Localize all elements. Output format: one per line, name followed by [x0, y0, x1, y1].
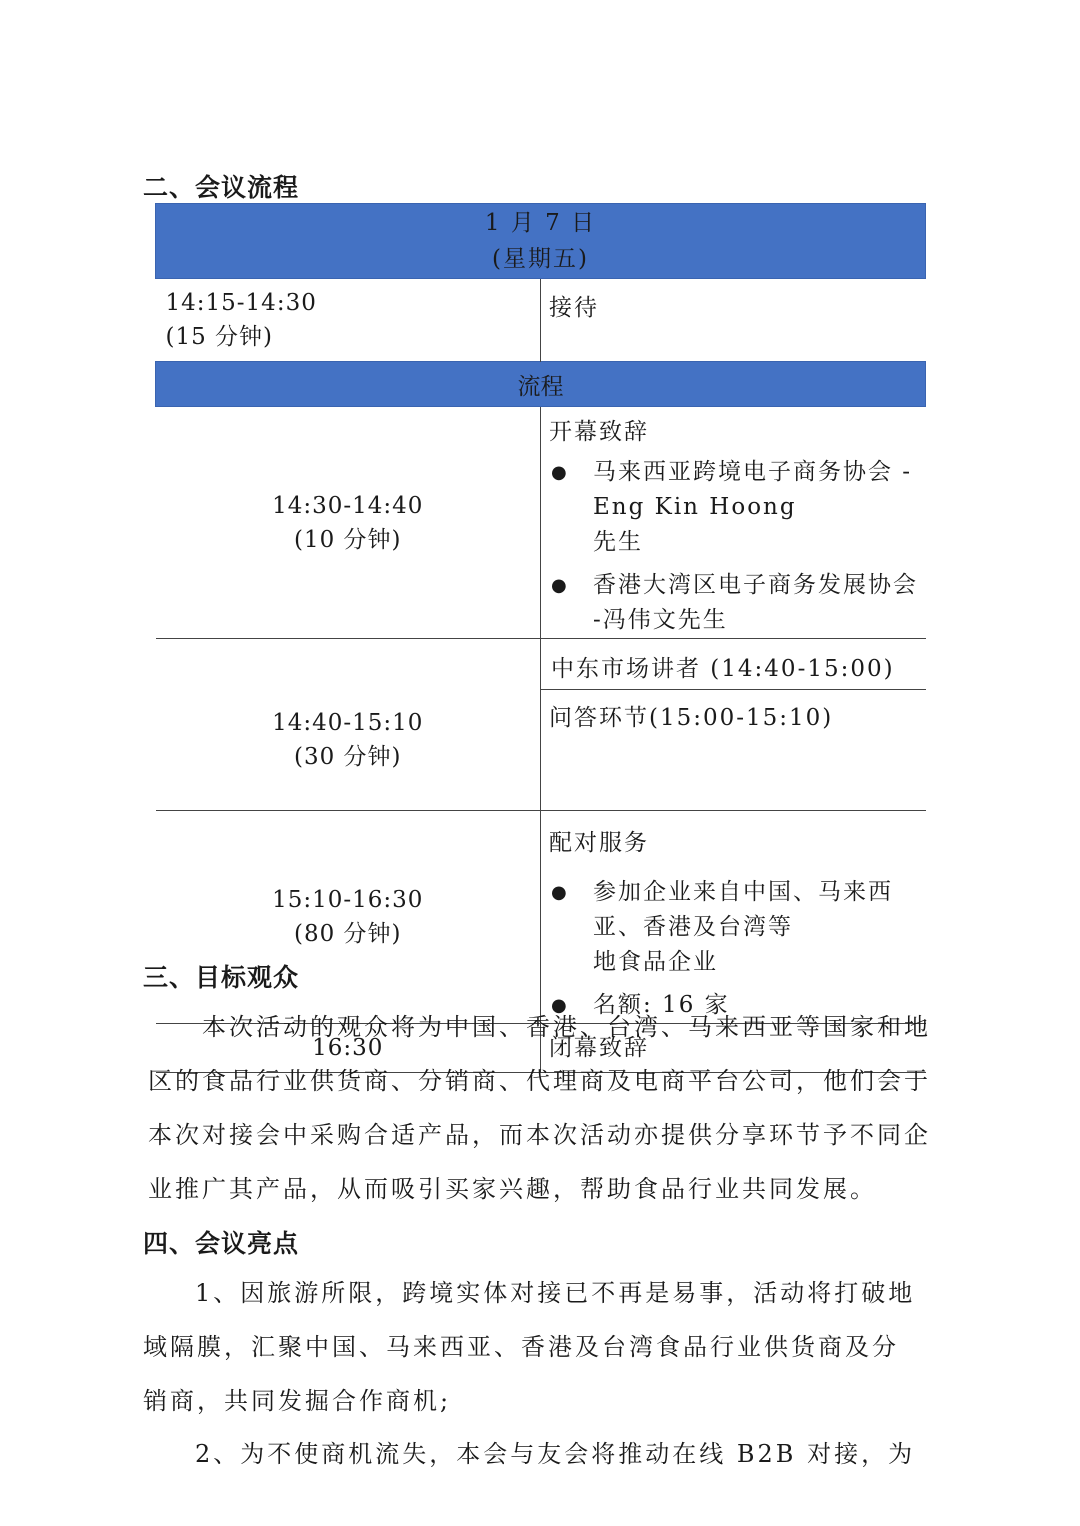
matching-bullet-2: ● 名额: 16 家 [549, 988, 926, 1023]
weekday-line: (星期五) [492, 246, 589, 272]
opening-title: 开幕致辞 [549, 419, 649, 445]
opening-bullet-2: ● 香港大湾区电子商务发展协会 -冯伟文先生 [549, 568, 926, 638]
reception-time: 14:15-14:30 [165, 290, 317, 316]
opening-time: 14:30-14:40 [272, 492, 424, 519]
bullet-dot: ● [551, 995, 569, 1016]
speaker-item-2: 问答环节(15:00-15:10) [549, 705, 834, 731]
speaker-duration: (30 分钟) [293, 743, 402, 770]
section-title-highlights: 四、会议亮点 [143, 1229, 300, 1258]
matching-time: 15:10-16:30 [272, 887, 424, 913]
speaker-item-1: 中东市场讲者 (14:40-15:00) [541, 639, 926, 690]
opening-duration: (10 分钟) [293, 526, 402, 553]
opening-bullet-1: ● 马来西亚跨境电子商务协会 -Eng Kin Hoong 先生 [549, 455, 926, 560]
speaker-time: 14:40-15:10 [272, 709, 424, 736]
reception-duration: (15 分钟) [165, 324, 274, 350]
flow-header-row [156, 362, 926, 407]
audience-paragraph: 本次活动的观众将为中国、香港、台湾、马来西亚等国家和地 区的食品行业供货商、分销商、代理商及电商平台公司，他们会于 本次对接会中采购合适产品，而本次活动亦提供分享环节予不同企 业推广其产品，从而吸引买家兴趣，帮助食品行业共同发展。 [148, 1013, 931, 1203]
speaker-row [156, 639, 926, 811]
bullet-dot: ● [551, 575, 569, 596]
reception-label: 接待 [549, 295, 599, 321]
highlights-paragraph-2: 2、为不使商机流失，本会与友会将推动在线 B2B 对接，为 [195, 1440, 916, 1468]
reception-row [156, 279, 926, 362]
agenda-table [155, 203, 926, 1073]
closing-time: 16:30 [156, 1024, 541, 1073]
matching-duration: (80 分钟) [293, 921, 402, 947]
flow-header: 流程 [156, 362, 926, 407]
section-title-agenda: 二、会议流程 [143, 173, 300, 202]
section-title-audience: 三、目标观众 [143, 963, 300, 992]
bullet-dot: ● [551, 462, 569, 483]
date-header-row [156, 204, 926, 279]
highlights-paragraph-1: 1、因旅游所限，跨境实体对接已不再是易事，活动将打破地 域隔膜，汇聚中国、马来西亚、香港及台湾食品行业供货商及分 销商，共同发掘合作商机; [143, 1279, 916, 1415]
date-line: 1 月 7 日 [484, 210, 597, 236]
matching-title: 配对服务 [549, 830, 649, 856]
closing-label: 闭幕致辞 [541, 1024, 926, 1073]
bullet-dot: ● [551, 882, 569, 903]
opening-row [156, 407, 926, 639]
matching-bullet-1: ● 参加企业来自中国、马来西亚、香港及台湾等 地食品企业 [549, 875, 926, 980]
